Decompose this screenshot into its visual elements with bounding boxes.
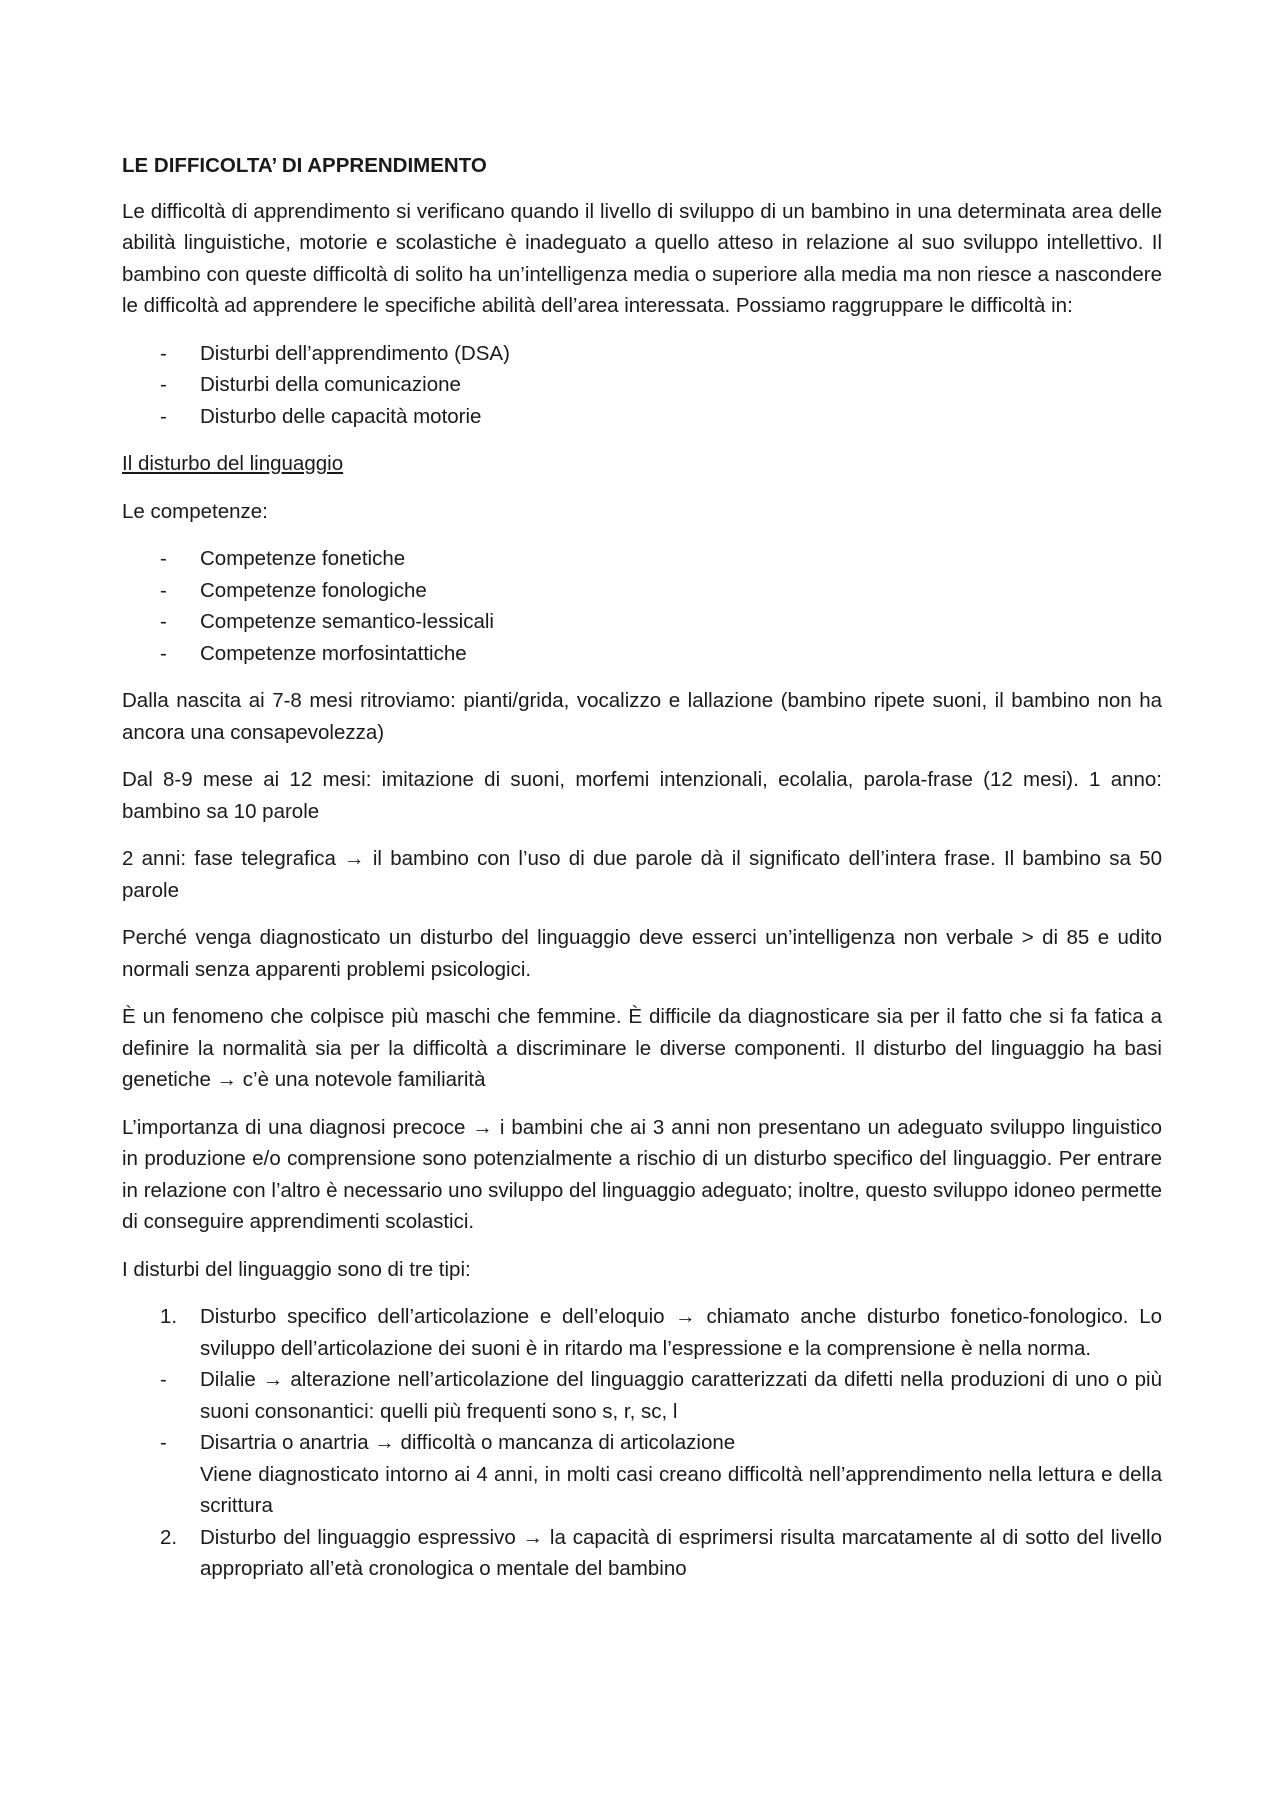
list-item: - Dilalie → alterazione nell’articolazione del linguaggio caratterizzati da difetti nella produzioni di uno o più suoni consonantici: quelli più frequenti sono s, r, sc, l xyxy=(122,1364,1162,1427)
document-title: LE DIFFICOLTA’ DI APPRENDIMENTO xyxy=(122,154,487,177)
list-item: 1. Disturbo specifico dell’articolazione e dell’eloquio → chiamato anche disturbo fonetico-fonologico. Lo sviluppo dell’articolazione dei suoni è in ritardo ma l’espressione e la comprensione è nella norma. xyxy=(122,1301,1162,1364)
dash-marker: - xyxy=(160,547,167,570)
body-paragraph: Dal 8-9 mese ai 12 mesi: imitazione di suoni, morfemi intenzionali, ecolalia, parola-frase (12 mesi). 1 anno: bambino sa 10 parole xyxy=(122,768,1162,823)
competences-list xyxy=(122,543,1162,669)
competences-label: Le competenze: xyxy=(122,499,268,523)
dash-marker: - xyxy=(160,578,167,602)
dash-marker: - xyxy=(160,641,167,665)
list-marker: 1. xyxy=(160,1305,178,1328)
body-paragraph: È un fenomeno che colpisce più maschi che femmine. È difficile da diagnosticare sia per il fatto che si fa fatica a definire la normalità sia per la difficoltà a discriminare le diverse componenti. Il disturbo del linguaggio ha basi genetiche → c’è una notevole familiarità xyxy=(122,1005,1162,1091)
groups-list xyxy=(122,338,1162,433)
body-paragraph: L’importanza di una diagnosi precoce → i bambini che ai 3 anni non presentano un adeguato sviluppo linguistico in produzione e/o comprensione sono potenzialmente a rischio di un disturbo specifico del linguaggio. Per entrare in relazione con l’altro è necessario uno sviluppo del linguaggio adeguato; inoltre, questo sviluppo idoneo permette di conseguire apprendimenti scolastici. xyxy=(122,1115,1162,1233)
dash-marker: - xyxy=(160,373,167,396)
list-item: - Competenze morfosintattiche xyxy=(122,638,1162,670)
body-paragraph: Dalla nascita ai 7-8 mesi ritroviamo: pianti/grida, vocalizzo e lallazione (bambino ripete suoni, il bambino non ha ancora una consapevolezza) xyxy=(122,689,1162,744)
list-marker: 2. xyxy=(160,1525,178,1549)
list-marker: - xyxy=(160,1431,167,1454)
document-page xyxy=(122,150,1162,1601)
list-item: - Competenze semantico-lessicali xyxy=(122,606,1162,638)
list-item: - Competenze fonologiche xyxy=(122,575,1162,607)
list-item: - Disturbo delle capacità motorie xyxy=(122,401,1162,433)
section-heading: Il disturbo del linguaggio xyxy=(122,452,344,475)
dash-marker: - xyxy=(160,341,167,365)
list-item: - Disartria o anartria → difficoltà o mancanza di articolazione Viene diagnosticato intorno ai 4 anni, in molti casi creano difficoltà nell’apprendimento nella lettura e della scrittura xyxy=(122,1427,1162,1522)
list-item: 2. Disturbo del linguaggio espressivo → la capacità di esprimersi risulta marcatamente al di sotto del livello appropriato all’età cronologica o mentale del bambino xyxy=(122,1522,1162,1585)
dash-marker: - xyxy=(160,404,167,428)
list-item: - Disturbi della comunicazione xyxy=(122,369,1162,401)
list-marker: - xyxy=(160,1368,167,1391)
body-paragraph: Perché venga diagnosticato un disturbo del linguaggio deve esserci un’intelligenza non verbale > di 85 e udito normali senza apparenti problemi psicologici. xyxy=(122,926,1162,981)
dash-marker: - xyxy=(160,610,167,633)
list-item: - Competenze fonetiche xyxy=(122,543,1162,575)
intro-paragraph: Le difficoltà di apprendimento si verificano quando il livello di sviluppo di un bambino in una determinata area delle abilità linguistiche, motorie e scolastiche è inadeguato a quello atteso in relazione al suo sviluppo intellettivo. Il bambino con queste difficoltà di solito ha un’intelligenza media o superiore alla media ma non riesce a nascondere le difficoltà ad apprendere le specifiche abilità dell’area interessata. Possiamo raggruppare le difficoltà in: xyxy=(122,199,1162,317)
list-item: - Disturbi dell’apprendimento (DSA) xyxy=(122,338,1162,370)
types-list xyxy=(122,1301,1162,1585)
body-paragraph: 2 anni: fase telegrafica → il bambino con l’uso di due parole dà il significato dell’intera frase. Il bambino sa 50 parole xyxy=(122,847,1162,902)
body-paragraph: I disturbi del linguaggio sono di tre tipi: xyxy=(122,1257,471,1281)
